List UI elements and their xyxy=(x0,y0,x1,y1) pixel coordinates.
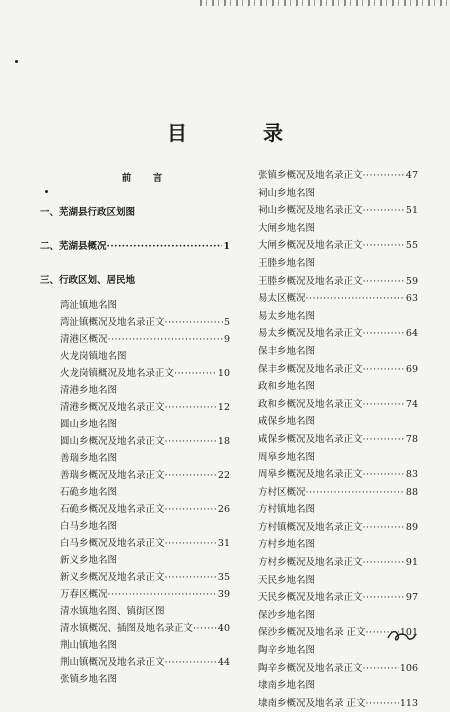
preface-heading: 前 言 xyxy=(121,173,169,184)
entry-label: 陶辛乡地名图 xyxy=(258,645,316,657)
entry-label: 保沙乡地名图 xyxy=(258,609,316,621)
entry-page: 74 xyxy=(405,398,418,410)
toc-entry[interactable] xyxy=(258,343,418,361)
toc-entry[interactable] xyxy=(258,396,418,414)
entry-page: 12 xyxy=(217,402,230,413)
entry-page: 18 xyxy=(217,436,230,447)
dot-leader xyxy=(165,535,217,552)
entry-label: 清港区概况 xyxy=(60,334,108,345)
entry-page: 47 xyxy=(405,170,418,181)
entry-label: 湾沚镇概况及地名录正文 xyxy=(60,317,165,328)
entry-label: 石硊乡概况及地名录正文 xyxy=(60,504,165,515)
toc-entry[interactable] xyxy=(40,518,230,535)
scan-speck xyxy=(15,60,18,63)
entry-label: 圆山乡概况及地名录正文 xyxy=(60,436,165,447)
toc-entry[interactable] xyxy=(258,325,418,343)
entry-label: 张镇乡地名图 xyxy=(60,674,118,685)
toc-entry[interactable] xyxy=(258,220,418,238)
entry-label: 方村区概况 xyxy=(258,486,306,498)
entry-page: 89 xyxy=(405,521,418,533)
toc-entry[interactable] xyxy=(40,467,230,484)
toc-entry[interactable] xyxy=(40,365,230,382)
entry-label: 清水镇地名图、镇街区图 xyxy=(60,606,165,617)
entry-label: 新义乡概况及地名录正文 xyxy=(60,572,165,583)
entry-label: 埭南乡地名图 xyxy=(258,680,316,692)
entry-label: 荆山镇概况及地名录正文 xyxy=(60,657,165,668)
dot-leader xyxy=(363,237,405,255)
dot-leader xyxy=(363,325,405,343)
toc-entry[interactable] xyxy=(258,237,418,255)
entry-label: 王塍乡地名图 xyxy=(258,257,316,269)
entry-page: 113 xyxy=(399,697,418,709)
entry-label: 保丰乡地名图 xyxy=(258,345,316,357)
toc-entry[interactable] xyxy=(40,535,230,552)
entry-label: 石硊乡地名图 xyxy=(60,487,118,498)
toc-section[interactable] xyxy=(40,204,230,238)
entry-page: 5 xyxy=(223,317,230,328)
toc-entry[interactable] xyxy=(258,466,418,484)
toc-entry[interactable] xyxy=(258,378,418,396)
toc-entry[interactable] xyxy=(258,202,418,220)
entry-label: 清水镇概况、插图及地名录正文 xyxy=(60,623,194,634)
toc-entry[interactable] xyxy=(258,449,418,467)
toc-entry[interactable] xyxy=(258,361,418,379)
dot-leader xyxy=(366,695,399,712)
dot-leader xyxy=(363,589,405,607)
entry-page: 59 xyxy=(405,275,418,287)
toc-entry[interactable] xyxy=(40,484,230,501)
page-title: 目 录 xyxy=(167,121,311,145)
toc-entry[interactable] xyxy=(258,290,418,308)
entry-label: 善瑞乡概况及地名录正文 xyxy=(60,470,165,481)
toc-entry[interactable] xyxy=(258,255,418,273)
toc-entry[interactable] xyxy=(40,314,230,331)
dot-leader xyxy=(108,586,217,603)
toc-entry[interactable] xyxy=(40,637,230,654)
entry-page: 69 xyxy=(405,363,418,375)
toc-entry[interactable] xyxy=(40,501,230,518)
entry-label: 易太区概况 xyxy=(258,293,306,305)
entry-label: 荆山镇地名图 xyxy=(60,640,118,651)
entry-label: 易太乡概况及地名录正文 xyxy=(258,328,363,340)
toc-entry[interactable] xyxy=(40,297,230,314)
entry-label: 埭南乡概况及地名录 正文 xyxy=(258,697,366,709)
entry-label: 周皋乡概况及地名录正文 xyxy=(258,469,363,481)
dot-leader xyxy=(363,431,405,449)
dot-leader xyxy=(193,620,217,637)
entry-label: 火龙岗镇地名图 xyxy=(60,351,127,362)
entry-label: 方村乡概况及地名录正文 xyxy=(258,557,363,569)
toc-entry[interactable] xyxy=(40,331,230,348)
entry-label: 易太乡地名图 xyxy=(258,310,316,322)
dot-leader xyxy=(363,660,399,678)
toc-entry[interactable] xyxy=(40,586,230,603)
toc-entry[interactable] xyxy=(40,416,230,433)
dot-leader xyxy=(107,238,223,272)
toc-entry[interactable] xyxy=(258,431,418,449)
toc-section[interactable] xyxy=(40,238,230,272)
entry-page: 64 xyxy=(405,328,418,340)
toc-entry[interactable] xyxy=(258,607,418,625)
entry-page: 10 xyxy=(217,368,230,379)
entry-label: 清港乡地名图 xyxy=(60,385,118,396)
dot-leader xyxy=(363,167,405,185)
dot-leader xyxy=(363,361,405,379)
toc-entry[interactable] xyxy=(40,382,230,399)
entry-page: 35 xyxy=(217,572,230,583)
toc-entry[interactable] xyxy=(258,413,418,431)
entry-label: 方村镇地名图 xyxy=(258,504,316,516)
entry-page: 51 xyxy=(405,205,418,217)
entry-label: 火龙岗镇概况及地名录正文 xyxy=(60,368,175,379)
toc-entry[interactable] xyxy=(40,399,230,416)
toc-entry[interactable] xyxy=(258,501,418,519)
dot-leader xyxy=(165,569,217,586)
entry-page: 83 xyxy=(405,469,418,481)
entry-label: 圆山乡地名图 xyxy=(60,419,118,430)
toc-entry[interactable] xyxy=(40,671,230,688)
dot-leader xyxy=(363,554,405,572)
toc-entry[interactable] xyxy=(40,603,230,620)
dot-leader xyxy=(363,202,405,220)
toc-section[interactable] xyxy=(40,272,230,289)
left-item-list xyxy=(40,297,230,688)
toc-entry[interactable] xyxy=(40,620,230,637)
dot-leader xyxy=(165,433,217,450)
dot-leader xyxy=(363,396,405,414)
entry-label: 祠山乡概况及地名录正文 xyxy=(258,205,363,217)
dot-leader xyxy=(174,365,217,382)
dot-leader xyxy=(165,399,217,416)
entry-label: 湾沚镇地名图 xyxy=(60,300,118,311)
entry-page: 26 xyxy=(217,504,230,515)
scan-edge-marks xyxy=(200,0,450,6)
entry-page: 22 xyxy=(217,470,230,481)
dot-leader xyxy=(363,273,405,291)
entry-page: 91 xyxy=(405,557,418,569)
section-label: 一、芜湖县行政区划图 xyxy=(40,207,136,218)
handwritten-mark xyxy=(386,626,418,644)
entry-page: 40 xyxy=(217,623,230,634)
entry-page: 97 xyxy=(405,592,418,604)
toc-entry[interactable] xyxy=(258,519,418,537)
entry-label: 白马乡概况及地名录正文 xyxy=(60,538,165,549)
entry-page: 9 xyxy=(223,334,230,345)
entry-label: 王塍乡概况及地名录正文 xyxy=(258,275,363,287)
entry-page: 55 xyxy=(405,240,418,252)
entry-label: 天民乡地名图 xyxy=(258,574,316,586)
entry-label: 新义乡地名图 xyxy=(60,555,118,566)
toc-entry[interactable] xyxy=(258,677,418,695)
entry-label: 清港乡概况及地名录正文 xyxy=(60,402,165,413)
toc-entry[interactable] xyxy=(258,660,418,678)
toc-entry[interactable] xyxy=(258,554,418,572)
dot-leader xyxy=(165,314,223,331)
entry-label: 张镇乡概况及地名录正文 xyxy=(258,170,363,181)
toc-entry[interactable] xyxy=(40,450,230,467)
entry-page: 106 xyxy=(399,662,418,674)
toc-left-column xyxy=(40,170,230,688)
entry-page: 63 xyxy=(405,293,418,305)
dot-leader xyxy=(363,519,405,537)
entry-label: 保丰乡概况及地名录正文 xyxy=(258,363,363,375)
dot-leader xyxy=(363,466,405,484)
toc-entry[interactable] xyxy=(258,695,418,712)
entry-label: 周皋乡地名图 xyxy=(258,451,316,463)
toc-entry[interactable] xyxy=(258,167,418,185)
entry-label: 祠山乡地名图 xyxy=(258,187,316,199)
entry-label: 天民乡概况及地名录正文 xyxy=(258,592,363,604)
entry-label: 善瑞乡地名图 xyxy=(60,453,118,464)
entry-label: 陶辛乡概况及地名录正文 xyxy=(258,662,363,674)
entry-label: 大闸乡概况及地名录正文 xyxy=(258,240,363,252)
toc-entry[interactable] xyxy=(258,484,418,502)
toc-entry[interactable] xyxy=(258,308,418,326)
dot-leader xyxy=(165,467,217,484)
toc-entry[interactable] xyxy=(40,552,230,569)
entry-page: 39 xyxy=(217,589,230,600)
toc-entry[interactable] xyxy=(258,185,418,203)
dot-leader xyxy=(306,484,405,502)
dot-leader xyxy=(306,290,405,308)
entry-page: 78 xyxy=(405,433,418,445)
entry-label: 万春区概况 xyxy=(60,589,108,600)
entry-label: 白马乡地名图 xyxy=(60,521,118,532)
entry-label: 方村镇概况及地名录正文 xyxy=(258,521,363,533)
entry-label: 大闸乡地名图 xyxy=(258,222,316,234)
toc-entry[interactable] xyxy=(258,273,418,291)
entry-page: 101 xyxy=(399,627,418,639)
toc-entry[interactable] xyxy=(40,348,230,365)
entry-page: 88 xyxy=(405,486,418,498)
entry-label: 政和乡地名图 xyxy=(258,381,316,393)
toc-entry[interactable] xyxy=(258,572,418,590)
section-label: 三、行政区划、居民地 xyxy=(40,275,136,286)
entry-label: 政和乡概况及地名录正文 xyxy=(258,398,363,410)
entry-label: 咸保乡概况及地名录正文 xyxy=(258,433,363,445)
section-page: 1 xyxy=(223,241,230,252)
dot-leader xyxy=(108,331,223,348)
section-label: 二、芜湖县概况 xyxy=(40,241,107,252)
toc-entry[interactable] xyxy=(258,589,418,607)
toc-entry[interactable] xyxy=(258,536,418,554)
entry-label: 咸保乡地名图 xyxy=(258,416,316,428)
toc-entry[interactable] xyxy=(40,433,230,450)
entry-label: 保沙乡概况及地名录 正文 xyxy=(258,627,366,639)
entry-page: 44 xyxy=(217,657,230,668)
entry-label: 方村乡地名图 xyxy=(258,539,316,551)
entry-page: 31 xyxy=(217,538,230,549)
dot-leader xyxy=(165,501,217,518)
toc-entry[interactable] xyxy=(40,569,230,586)
